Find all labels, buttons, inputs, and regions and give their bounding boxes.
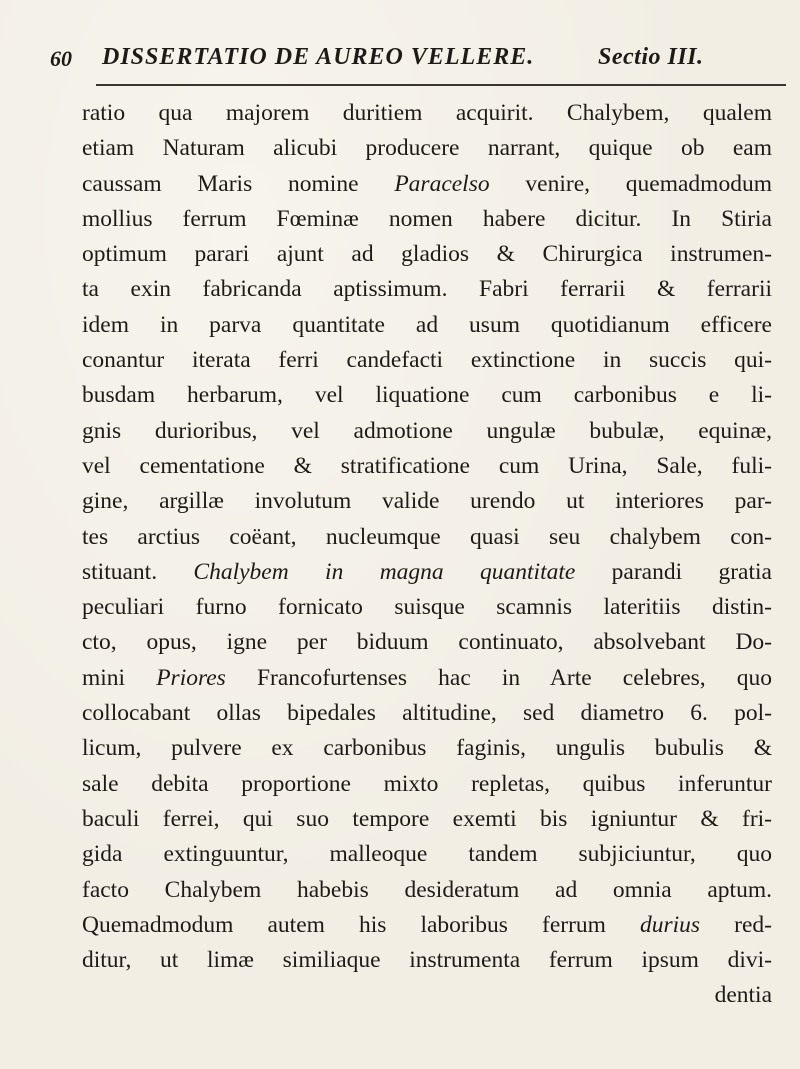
text-line	[82, 343, 772, 378]
text-line	[82, 520, 772, 555]
text-line	[82, 202, 772, 237]
text-line	[82, 731, 772, 766]
italic-segment: Paracelso	[394, 170, 490, 197]
text-line	[82, 837, 772, 872]
text-line	[82, 484, 772, 519]
text-segment: ditur, ut limæ similiaque instrumenta ferrum ipsum divi-	[82, 947, 772, 974]
text-line	[82, 802, 772, 837]
text-segment: optimum parari ajunt ad gladios & Chirurgica instrumen-	[82, 241, 772, 268]
page-number: 60	[50, 46, 72, 71]
text-segment: dentia	[714, 982, 772, 1009]
text-segment: facto Chalybem habebis desideratum ad omnia aptum.	[82, 876, 772, 903]
text-line	[82, 908, 772, 943]
text-segment: sale debita proportione mixto repletas, quibus inferuntur	[82, 770, 772, 797]
text-segment: peculiari furno fornicato suisque scamnis lateritiis distin-	[82, 594, 772, 621]
text-line	[82, 131, 772, 166]
text-line	[82, 767, 772, 802]
text-segment: ratio qua majorem duritiem acquirit. Chalybem, qualem	[82, 100, 772, 126]
text-line	[82, 943, 772, 978]
text-line	[82, 378, 772, 413]
text-segment: gine, argillæ involutum valide urendo ut interiores par-	[82, 488, 772, 515]
text-line	[82, 696, 772, 731]
text-line	[82, 625, 772, 660]
text-line	[82, 449, 772, 484]
text-segment: etiam Naturam alicubi producere narrant, quique ob eam	[82, 135, 772, 162]
text-line	[82, 414, 772, 449]
text-line	[82, 308, 772, 343]
running-head	[50, 40, 780, 80]
text-segment: idem in parva quantitate ad usum quotidianum efficere	[82, 311, 772, 338]
text-segment: Francofurtenses hac in Arte celebres, quo	[225, 664, 772, 691]
text-segment: caussam Maris nomine	[82, 170, 395, 197]
text-line	[82, 272, 772, 307]
text-line	[82, 96, 772, 131]
text-segment: gida extinguuntur, malleoque tandem subjiciuntur, quo	[82, 841, 772, 868]
text-segment: licum, pulvere ex carbonibus faginis, ungulis bubulis &	[82, 735, 772, 762]
text-segment: cto, opus, igne per biduum continuato, absolvebant Do-	[82, 629, 772, 656]
italic-segment: Chalybem in magna quantitate	[193, 558, 576, 585]
running-head-title: DISSERTATIO DE AUREO VELLERE.	[102, 44, 535, 70]
text-segment: red-	[700, 911, 772, 938]
header-rule	[96, 84, 786, 86]
text-line	[82, 167, 772, 202]
text-segment: mini	[82, 664, 157, 691]
text-segment: Quemadmodum autem his laboribus ferrum	[82, 911, 640, 938]
text-segment: busdam herbarum, vel liquatione cum carbonibus e li-	[82, 382, 772, 409]
text-segment: parandi gratia	[575, 558, 772, 585]
text-segment: vel cementatione & stratificatione cum Urina, Sale, fuli-	[82, 452, 772, 479]
text-segment: conantur iterata ferri candefacti extinctione in succis qui-	[82, 347, 772, 374]
text-line	[82, 590, 772, 625]
text-line	[82, 555, 772, 590]
text-segment: ta exin fabricanda aptissimum. Fabri ferrarii & ferrarii	[82, 276, 772, 303]
text-line	[82, 237, 772, 272]
running-head-section: Sectio III.	[598, 44, 704, 70]
text-segment: stituant.	[82, 558, 194, 585]
text-line	[82, 661, 772, 696]
italic-segment: durius	[640, 911, 701, 938]
text-segment: baculi ferrei, qui suo tempore exemti bis igniuntur & fri-	[82, 805, 772, 832]
italic-segment: Priores	[156, 664, 226, 691]
text-segment: venire, quemadmodum	[489, 170, 772, 197]
body-text	[82, 96, 772, 1014]
text-segment: tes arctius coëant, nucleumque quasi seu chalybem con-	[82, 523, 772, 550]
text-segment: collocabant ollas bipedales altitudine, sed diametro 6. pol-	[82, 700, 772, 727]
text-line	[82, 873, 772, 908]
text-segment: gnis durioribus, vel admotione ungulæ bubulæ, equinæ,	[82, 417, 772, 444]
text-segment: mollius ferrum Fœminæ nomen habere dicitur. In Stiria	[82, 205, 772, 232]
text-line	[82, 978, 772, 1013]
